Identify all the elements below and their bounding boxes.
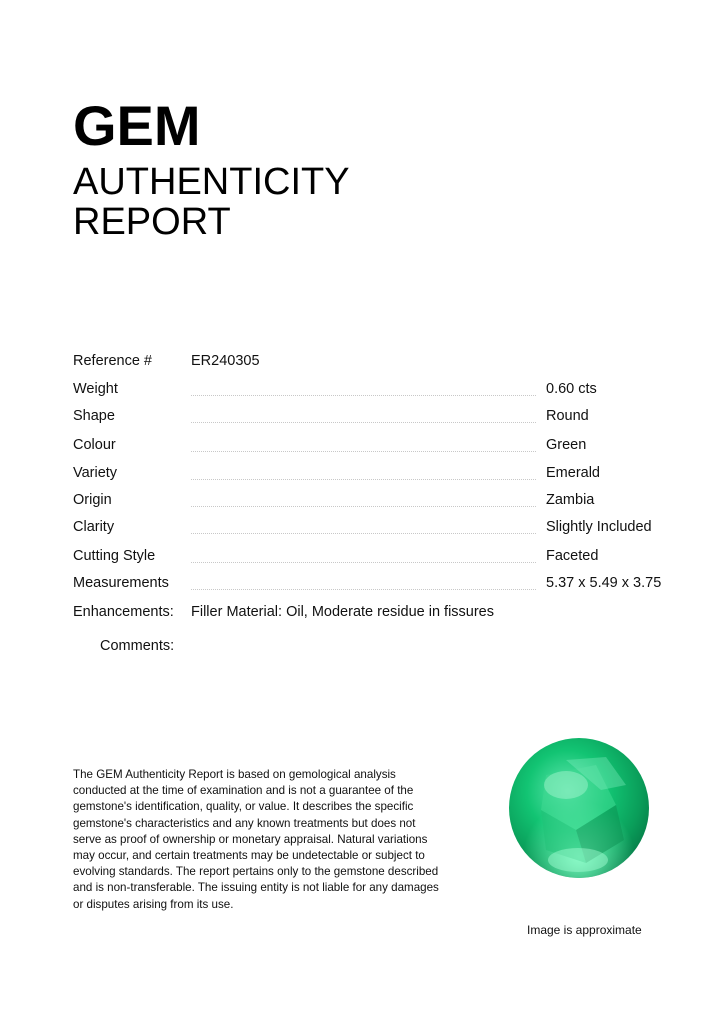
leader-dots [191,422,536,423]
shape-label: Shape [73,408,115,424]
origin-value: Zambia [546,492,595,508]
leader-dots [191,451,536,452]
cutting-style-row [73,548,663,568]
report-subtitle [73,162,350,242]
image-caption: Image is approximate [527,923,642,937]
leader-dots [191,533,536,534]
clarity-row [73,519,663,539]
leader-dots [191,589,536,590]
leader-dots [191,395,536,396]
weight-value: 0.60 cts [546,381,597,397]
variety-row [73,465,663,485]
leader-dots [191,506,536,507]
cutting-style-label: Cutting Style [73,548,156,564]
clarity-label: Clarity [73,519,115,535]
leader-dots [191,562,536,563]
report-title: GEM [73,94,201,157]
subtitle-line-1: AUTHENTICITY [73,161,350,203]
measurements-value: 5.37 x 5.49 x 3.75 [546,575,662,591]
colour-row [73,437,663,457]
variety-value: Emerald [546,465,600,481]
gem-bottom-glow [548,848,608,872]
colour-value: Green [546,437,587,453]
shape-value: Round [546,408,589,424]
measurements-label: Measurements [73,575,169,591]
measurements-row [73,575,663,595]
reference-row [73,353,663,373]
disclaimer-text: The GEM Authenticity Report is based on gemological analysis conducted at the time of examination and is not a guarantee of the gemstone's identification, quality, or value. It describes the specific gemstone's characteristics and any known treatments but does not serve as proof of ownership or monetary appraisal. Natural variations may occur, and certain treatments may be undetectable or subject to evolving standards. The report pertains only to the gemstone described and is non-transferable. The issuing entity is not liable for any damages or disputes arising from its use. [73,768,439,911]
reference-value: ER240305 [191,353,260,369]
shape-row [73,408,663,428]
enhancements-value: Filler Material: Oil, Moderate residue in fissures [191,604,494,620]
enhancements-row [73,604,663,624]
enhancements-label: Enhancements: [73,604,174,620]
colour-label: Colour [73,437,116,453]
gem-highlight [544,771,588,799]
weight-row [73,381,663,401]
subtitle-line-2: REPORT [73,201,231,243]
clarity-value: Slightly Included [546,519,652,535]
comments-label: Comments: [100,638,175,654]
cutting-style-value: Faceted [546,548,599,564]
reference-label: Reference # [73,353,152,369]
origin-row [73,492,663,512]
variety-label: Variety [73,465,118,481]
weight-label: Weight [73,381,118,397]
emerald-gem-image [506,735,652,881]
leader-dots [191,479,536,480]
origin-label: Origin [73,492,112,508]
